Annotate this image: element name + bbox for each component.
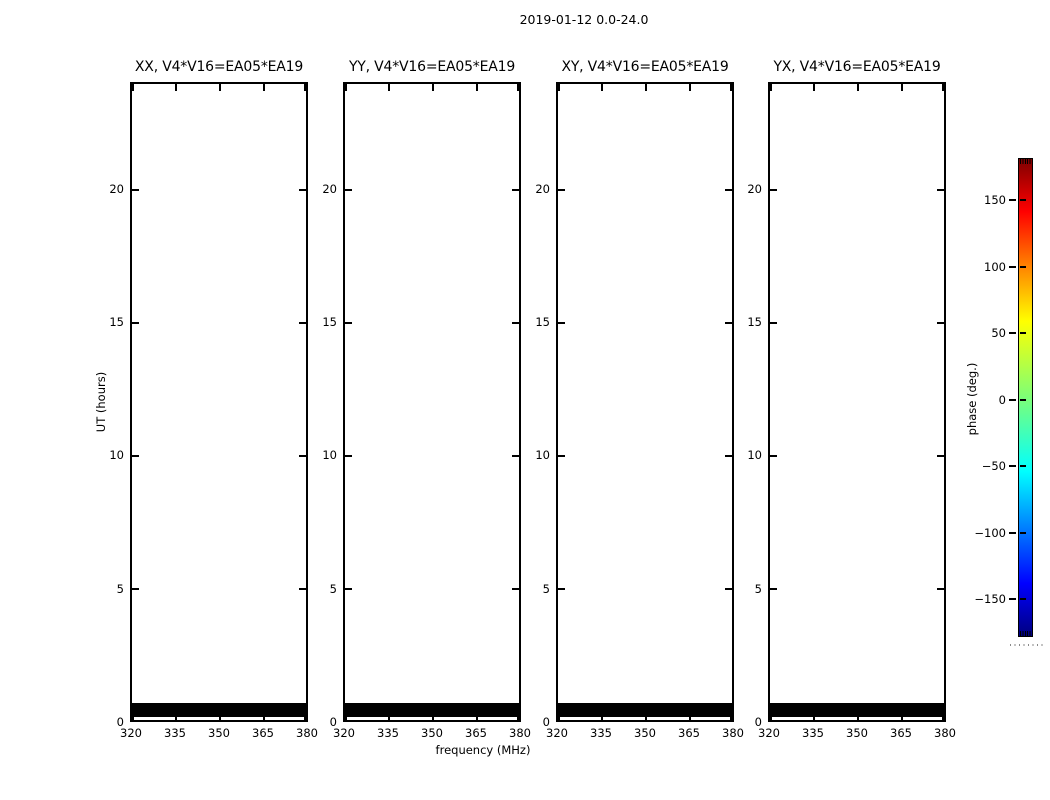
y-tick-label: 20 <box>109 182 124 196</box>
y-tick-label: 10 <box>322 448 337 462</box>
x-tick-mark <box>345 84 347 91</box>
colorbar-tick-label: 0 <box>998 392 1006 407</box>
y-tick-mark <box>345 322 352 324</box>
x-tick-label: 365 <box>890 726 912 740</box>
panel-title-xy: XY, V4*V16=EA05*EA19 <box>561 59 729 75</box>
plot-area-xy <box>556 82 734 722</box>
x-tick-mark <box>689 717 691 720</box>
colorbar-tick-label: 100 <box>984 259 1006 274</box>
y-tick-mark <box>770 322 777 324</box>
x-tick-label: 380 <box>509 726 531 740</box>
data-band <box>345 703 519 717</box>
x-tick-mark <box>263 717 265 720</box>
x-tick-mark <box>901 717 903 720</box>
plot-area-yy <box>343 82 521 722</box>
y-tick-label: 20 <box>535 182 550 196</box>
x-tick-mark <box>175 717 177 720</box>
x-tick-label: 380 <box>722 726 744 740</box>
colorbar-tick-label: −100 <box>974 525 1006 540</box>
x-tick-mark <box>813 717 815 720</box>
colorbar-tick-mark <box>1020 532 1026 534</box>
y-tick-mark <box>937 455 944 457</box>
x-tick-mark <box>219 84 221 91</box>
colorbar-tick-mark <box>1009 332 1016 334</box>
x-tick-label: 380 <box>296 726 318 740</box>
y-tick-mark <box>132 455 139 457</box>
y-tick-label: 15 <box>535 315 550 329</box>
colorbar-tick-mark <box>1009 199 1016 201</box>
y-tick-mark <box>132 189 139 191</box>
colorbar-comb-marks-bottom <box>1020 631 1031 636</box>
x-tick-mark <box>388 84 390 91</box>
panel-xx <box>109 59 318 740</box>
y-tick-label: 10 <box>535 448 550 462</box>
y-tick-label: 5 <box>754 582 762 596</box>
x-tick-label: 335 <box>377 726 399 740</box>
panel-xy <box>535 59 744 740</box>
y-tick-mark <box>937 322 944 324</box>
y-tick-mark <box>558 322 565 324</box>
x-tick-label: 320 <box>546 726 568 740</box>
y-tick-label: 15 <box>322 315 337 329</box>
x-tick-mark <box>517 84 519 91</box>
y-axis-label: UT (hours) <box>94 371 108 433</box>
y-tick-mark <box>132 588 139 590</box>
x-tick-label: 320 <box>758 726 780 740</box>
plot-area-yx <box>768 82 946 722</box>
x-tick-mark <box>558 84 560 91</box>
y-tick-mark <box>937 189 944 191</box>
y-tick-mark <box>558 189 565 191</box>
x-tick-mark <box>645 84 647 91</box>
x-tick-mark <box>345 717 347 720</box>
x-tick-label: 350 <box>846 726 868 740</box>
x-tick-label: 365 <box>678 726 700 740</box>
y-tick-mark <box>770 588 777 590</box>
y-tick-label: 15 <box>109 315 124 329</box>
x-tick-mark <box>432 84 434 91</box>
x-tick-mark <box>476 84 478 91</box>
y-tick-mark <box>345 588 352 590</box>
colorbar-tick-mark <box>1020 199 1026 201</box>
x-tick-mark <box>770 717 772 720</box>
colorbar-tick-mark <box>1020 399 1026 401</box>
x-tick-mark <box>645 717 647 720</box>
colorbar-tick-mark <box>1009 532 1016 534</box>
y-tick-mark <box>132 322 139 324</box>
y-tick-label: 0 <box>542 715 550 729</box>
colorbar-tick-mark <box>1020 332 1026 334</box>
y-tick-label: 10 <box>109 448 124 462</box>
y-tick-mark <box>345 189 352 191</box>
panel-yy <box>322 59 531 740</box>
x-tick-mark <box>219 717 221 720</box>
x-tick-mark <box>175 84 177 91</box>
y-tick-mark <box>345 455 352 457</box>
x-tick-mark <box>901 84 903 91</box>
x-tick-mark <box>263 84 265 91</box>
colorbar-dotted-stub <box>1010 644 1043 646</box>
x-tick-mark <box>601 84 603 91</box>
panel-title-xx: XX, V4*V16=EA05*EA19 <box>134 59 304 75</box>
y-tick-mark <box>770 455 777 457</box>
y-tick-label: 5 <box>542 582 550 596</box>
x-tick-mark <box>601 717 603 720</box>
y-tick-label: 0 <box>754 715 762 729</box>
colorbar-comb-marks-top <box>1020 159 1031 164</box>
panel-yx <box>747 59 956 740</box>
x-tick-mark <box>730 84 732 91</box>
data-band <box>558 703 732 717</box>
colorbar-label: phase (deg.) <box>965 362 979 436</box>
x-tick-label: 350 <box>634 726 656 740</box>
y-tick-mark <box>558 455 565 457</box>
x-tick-mark <box>432 717 434 720</box>
y-tick-label: 15 <box>747 315 762 329</box>
x-tick-mark <box>558 717 560 720</box>
colorbar-tick-label: −50 <box>981 459 1006 473</box>
x-tick-mark <box>132 717 134 720</box>
colorbar-tick-mark <box>1009 266 1016 268</box>
x-tick-mark <box>942 717 944 720</box>
x-tick-mark <box>304 84 306 91</box>
panel-title-yx: YX, V4*V16=EA05*EA19 <box>773 59 941 75</box>
x-tick-mark <box>388 717 390 720</box>
y-tick-label: 20 <box>747 182 762 196</box>
colorbar <box>1018 158 1033 637</box>
x-tick-label: 350 <box>208 726 230 740</box>
x-tick-label: 320 <box>333 726 355 740</box>
figure-title: 2019-01-12 0.0-24.0 <box>519 12 649 27</box>
x-tick-mark <box>770 84 772 91</box>
x-tick-label: 335 <box>164 726 186 740</box>
y-tick-mark <box>558 588 565 590</box>
y-tick-label: 5 <box>329 582 337 596</box>
colorbar-tick-label: 50 <box>991 326 1006 340</box>
plot-area-xx <box>130 82 308 722</box>
x-tick-label: 380 <box>934 726 956 740</box>
x-axis-label: frequency (MHz) <box>435 743 531 757</box>
colorbar-tick-mark <box>1020 266 1026 268</box>
y-tick-mark <box>937 588 944 590</box>
colorbar-tick-mark <box>1009 399 1016 401</box>
x-tick-label: 320 <box>120 726 142 740</box>
y-tick-label: 0 <box>116 715 124 729</box>
panel-title-yy: YY, V4*V16=EA05*EA19 <box>348 59 516 75</box>
colorbar-tick-label: −150 <box>974 592 1006 606</box>
x-tick-mark <box>476 717 478 720</box>
x-tick-label: 365 <box>252 726 274 740</box>
y-tick-label: 10 <box>747 448 762 462</box>
x-tick-mark <box>689 84 691 91</box>
x-tick-label: 335 <box>590 726 612 740</box>
x-tick-mark <box>857 717 859 720</box>
x-tick-label: 335 <box>802 726 824 740</box>
y-tick-label: 20 <box>322 182 337 196</box>
colorbar-tick-mark <box>1009 598 1016 600</box>
x-tick-mark <box>132 84 134 91</box>
colorbar-tick-mark <box>1020 465 1026 467</box>
x-tick-label: 350 <box>421 726 443 740</box>
colorbar-tick-label: 150 <box>984 193 1006 207</box>
colorbar-tick-mark <box>1009 465 1016 467</box>
y-tick-label: 0 <box>329 715 337 729</box>
data-band <box>770 703 944 717</box>
colorbar-tick-mark <box>1020 598 1026 600</box>
x-tick-mark <box>942 84 944 91</box>
x-tick-label: 365 <box>465 726 487 740</box>
y-tick-mark <box>770 189 777 191</box>
y-tick-label: 5 <box>116 582 124 596</box>
data-band <box>132 703 306 717</box>
x-tick-mark <box>813 84 815 91</box>
x-tick-mark <box>857 84 859 91</box>
